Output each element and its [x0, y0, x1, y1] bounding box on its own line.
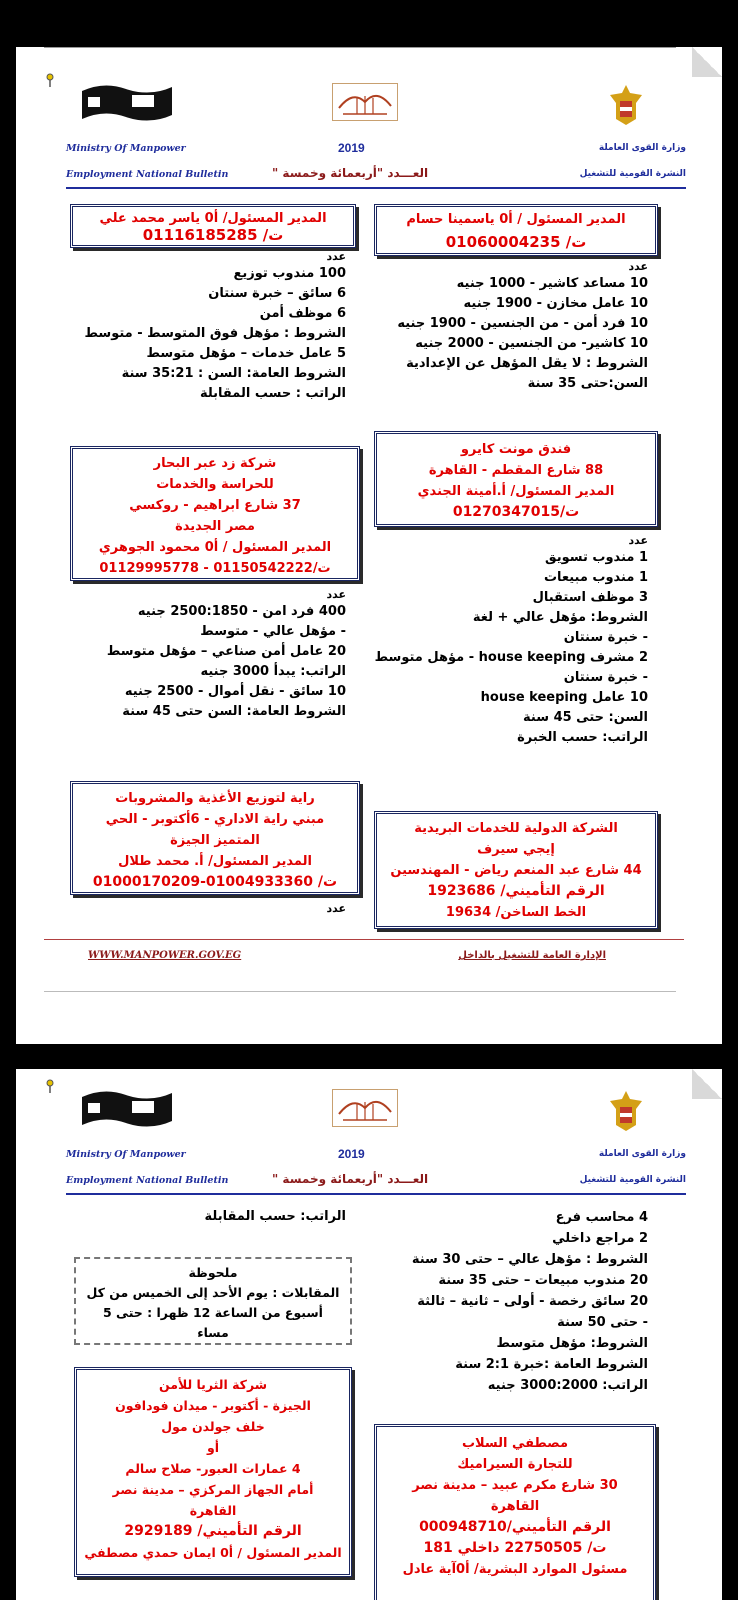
issue-number: العـــدد "أربعمائة وخمسة "	[272, 166, 429, 180]
box-line: إيجي سيرف	[477, 842, 555, 857]
footer-website-link[interactable]: WWW.MANPOWER.GOV.EG	[88, 950, 242, 961]
box-line: المدير المسئول / أ0 محمود الجوهري	[98, 540, 332, 555]
jobs-line: الراتب: 3000:2000 جنيه	[487, 1378, 648, 1393]
box-line: القاهرة	[490, 1499, 540, 1514]
box-line: 4 عمارات العبور- صلاح سالم	[125, 1461, 301, 1476]
box-line: الجيزة - أكتوبر - ميدان فودافون	[115, 1398, 311, 1413]
box-line: فندق مونت كايرو	[460, 442, 572, 457]
jobs-list-monte-cairo	[375, 534, 648, 748]
box-line: المدير المسئول/ أ.أمينة الجندي	[417, 484, 615, 499]
jobs-line: الراتب: حسب المقابلة	[204, 1209, 346, 1224]
jobs-line: الراتب : حسب المقابلة	[199, 386, 346, 401]
box-line: المتميز الجيزة	[170, 833, 260, 848]
box-line: ت/ 01116185285	[142, 226, 284, 244]
box-line: الخط الساخن/ 19634	[445, 905, 587, 920]
jobs-line: السن: حتى 45 سنة	[523, 710, 648, 725]
box-line: للحراسة والخدمات	[156, 477, 274, 492]
box-line: أو	[206, 1440, 220, 1455]
page-frame-top	[44, 47, 676, 48]
bulletin-ar: النشرة القومية للتشغيل	[579, 1175, 686, 1185]
box-line: الرقم التأميني/000948710	[419, 1519, 611, 1535]
ministry-ar: وزارة القوى العاملة	[598, 1149, 686, 1159]
company-box-monte-cairo	[374, 431, 658, 527]
interview-note	[74, 1257, 352, 1345]
box-line: شركة الثريا للأمن	[158, 1377, 268, 1392]
jobs-list-yasmina	[397, 260, 648, 394]
box-line: ت/ 22750505 داخلي 181	[423, 1540, 607, 1556]
jobs-line: 10 سائق - نقل أموال - 2500 جنيه	[124, 684, 346, 699]
box-line: مصطفي السلاب	[461, 1436, 569, 1451]
box-line: ت/01150542222 - 01129995778	[99, 561, 331, 576]
jobs-line: الشروط العامة :خبرة 2:1 سنة	[455, 1357, 648, 1372]
box-line: أمام الجهاز المركزي – مدينة نصر	[112, 1482, 314, 1497]
page-corner-fold	[692, 1069, 722, 1099]
box-line: ت/ 01060004235	[445, 233, 587, 251]
jobs-line: عدد	[326, 250, 346, 263]
issue-number: العـــدد "أربعمائة وخمسة "	[272, 1172, 429, 1186]
footer-rule	[44, 939, 684, 940]
box-line: الرقم التأميني/ 1923686	[427, 883, 605, 899]
header-rule	[66, 1193, 686, 1195]
jobs-line: السن:حتى 35 سنة	[527, 376, 648, 391]
box-line: مبني راية الاداري - 6أكتوبر - الحي	[105, 812, 325, 827]
box-line: 30 شارع مكرم عبيد – مدينة نصر	[412, 1478, 618, 1493]
box-line: ت/01270347015	[452, 504, 580, 520]
jobs-line: 10 مساعد كاشير - 1000 جنيه	[456, 276, 648, 291]
jobs-line: الشروط : لا يقل المؤهل عن الإعدادية	[406, 356, 648, 371]
jobs-line: الشروط العامة: السن حتى 45 سنة	[122, 704, 346, 719]
jobs-line: 10 فرد أمن - من الجنسين - 1900 جنيه	[397, 316, 648, 331]
company-box-yasmina	[374, 204, 658, 256]
jobs-line: 2 مراجع داخلي	[552, 1231, 648, 1246]
ministry-en: Ministry Of Manpower	[66, 143, 186, 154]
jobs-line: عدد	[326, 588, 346, 601]
box-line: خلف جولدن مول	[161, 1419, 265, 1434]
jobs-line: 10 كاشير- من الجنسين - 2000 جنيه	[415, 336, 648, 351]
box-line: للتجارة السيراميك	[457, 1457, 573, 1472]
flag-icon	[78, 1087, 176, 1131]
company-box-zed	[70, 446, 360, 581]
jobs-line: - مؤهل عالي - متوسط	[200, 624, 346, 639]
bulletin-year: 2019	[338, 1147, 365, 1161]
jobs-line: الشروط : مؤهل عالي – حتى 30 سنة	[411, 1252, 648, 1267]
company-box-yasser	[70, 204, 356, 248]
ministry-ar: وزارة القوى العاملة	[598, 143, 686, 153]
note-title: ملحوظة	[188, 1265, 238, 1280]
jobs-line: - خبرة سنتان	[563, 670, 648, 685]
footer-department: الإدارة العامة للتشغيل بالداخل	[458, 950, 606, 961]
bulletin-ar: النشرة القومية للتشغيل	[579, 169, 686, 179]
box-line: الرقم التأميني/ 2929189	[124, 1523, 302, 1539]
box-line: الشركة الدولية للخدمات البريدية	[414, 821, 618, 836]
jobs-line: 20 سائق رخصة - أولى – ثانية – ثالثة	[417, 1294, 648, 1309]
box-line: مصر الجديدة	[175, 519, 255, 534]
box-line: مسئول الموارد البشرية/ أ0آية عادل	[402, 1562, 628, 1577]
jobs-line: الشروط : مؤهل فوق المتوسط - متوسط	[84, 326, 346, 341]
jobs-line: 6 موظف أمن	[259, 306, 346, 321]
ministry-center-logo	[332, 1089, 398, 1127]
box-line: شركة زد عبر البحار	[153, 456, 277, 471]
jobs-line: 20 عامل أمن صناعي – مؤهل متوسط	[106, 644, 346, 659]
jobs-line: 2 مشرف house keeping - مؤهل متوسط	[374, 650, 648, 665]
jobs-line: 20 مندوب مبيعات – حتى 35 سنة	[438, 1273, 648, 1288]
box-line: المدير المسئول/ أ0 ياسر محمد علي	[99, 211, 327, 226]
jobs-list-yasser	[84, 250, 346, 404]
bulletin-year: 2019	[338, 141, 365, 155]
ministry-en: Ministry Of Manpower	[66, 1149, 186, 1160]
jobs-line: 1 مندوب مبيعات	[543, 570, 648, 585]
box-line: ت/ 01004933360-01000170209	[92, 874, 338, 890]
box-line: 37 شارع ابراهيم - روكسي	[129, 498, 301, 513]
ministry-center-logo	[332, 83, 398, 121]
company-box-sallab	[374, 1424, 656, 1600]
note-line: مساء	[197, 1325, 229, 1340]
bulletin-page-1	[16, 47, 722, 1044]
bulletin-en: Employment National Bulletin	[66, 169, 229, 180]
box-line: المدير المسئول / أ0 ايمان حمدي مصطفي	[84, 1545, 342, 1560]
bulletin-en: Employment National Bulletin	[66, 1175, 229, 1186]
jobs-line: 5 عامل خدمات – مؤهل متوسط	[146, 346, 346, 361]
pin-icon	[46, 73, 54, 87]
page-frame-bottom	[44, 991, 676, 992]
box-line: 88 شارع المقطم - القاهرة	[428, 463, 604, 478]
jobs-line: عدد	[326, 902, 346, 915]
egypt-eagle-icon	[606, 81, 646, 127]
jobs-line: 10 عامل مخازن - 1900 جنيه	[463, 296, 648, 311]
jobs-line: الشروط: مؤهل عالي + لغة	[472, 610, 648, 625]
header-rule	[66, 187, 686, 189]
jobs-line: 3 موظف استقبال	[532, 590, 648, 605]
jobs-line: عدد	[628, 260, 648, 273]
company-box-thuraya	[74, 1367, 352, 1577]
jobs-line: 6 سائق – خبرة سنتان	[208, 286, 346, 301]
jobs-line: 1 مندوب تسويق	[545, 550, 648, 565]
box-line: القاهرة	[189, 1503, 237, 1518]
jobs-list-zed	[107, 588, 346, 722]
box-line: المدير المسئول / أ0 ياسمينا حسام	[406, 212, 626, 227]
company-box-raya	[70, 781, 360, 895]
jobs-list-raya	[326, 902, 346, 916]
jobs-line: عدد	[628, 534, 648, 547]
box-line: 44 شارع عبد المنعم رياض - المهندسين	[390, 863, 642, 878]
salary-line	[205, 1207, 347, 1227]
jobs-line: 400 فرد امن - 2500:1850 جنيه	[137, 604, 346, 619]
egypt-eagle-icon	[606, 1087, 646, 1133]
page-corner-fold	[692, 47, 722, 77]
pin-icon	[46, 1079, 54, 1093]
jobs-line: 10 عامل house keeping	[480, 690, 648, 705]
jobs-line: الشروط: مؤهل متوسط	[496, 1336, 648, 1351]
jobs-line: الشروط العامة: السن : 35:21 سنة	[121, 366, 346, 381]
jobs-line: - خبرة سنتان	[563, 630, 648, 645]
jobs-line: الراتب: يبدأ 3000 جنيه	[200, 664, 346, 679]
flag-icon	[78, 81, 176, 125]
jobs-line: - حتى 50 سنة	[557, 1315, 648, 1330]
company-box-egypt-serv	[374, 811, 658, 929]
box-line: المدير المسئول/ أ. محمد طلال	[118, 854, 312, 869]
note-line: أسبوع من الساعة 12 ظهرا : حتى 5	[103, 1305, 323, 1320]
jobs-list-page2	[412, 1207, 648, 1396]
box-line: راية لتوزيع الأغذية والمشروبات	[115, 791, 315, 806]
jobs-line: 4 محاسب فرع	[555, 1210, 648, 1225]
note-line: المقابلات : يوم الأحد إلى الخميس من كل	[86, 1285, 340, 1300]
bulletin-page-2	[16, 1069, 722, 1600]
jobs-line: الراتب: حسب الخبرة	[517, 730, 648, 745]
jobs-line: 100 مندوب توزيع	[233, 266, 346, 281]
